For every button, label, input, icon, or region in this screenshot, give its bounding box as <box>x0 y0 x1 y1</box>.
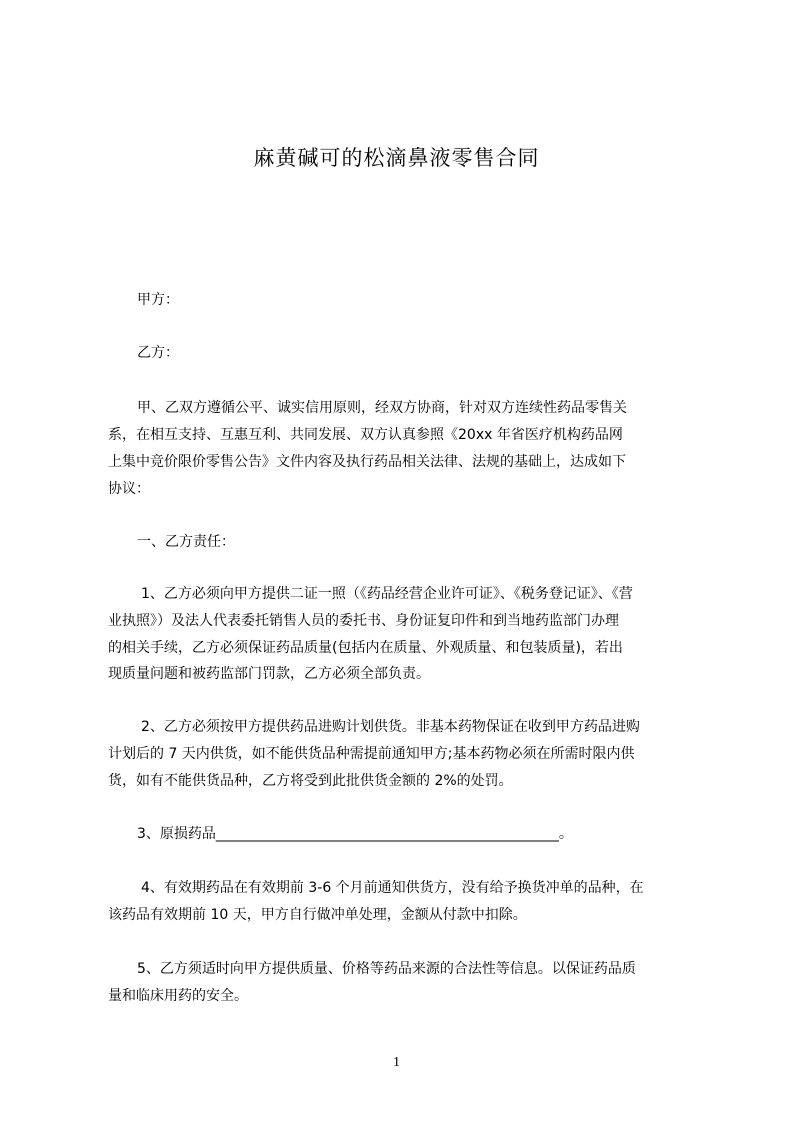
intro-line: 甲、乙双方遵循公平、诚实信用原则，经双方协商，针对双方连续性药品零售关 <box>137 400 627 416</box>
page-title: 麻黄碱可的松滴鼻液零售合同 <box>253 146 540 170</box>
clause-2-line: 2、乙方必须按甲方提供药品进购计划供货。非基本药物保证在收到甲方药品进购 <box>141 719 640 735</box>
intro-line: 协议： <box>108 481 150 497</box>
clause-3-line: 3、原损药品_________________________________________________。 <box>137 826 573 842</box>
intro-line: 上集中竞价限价零售公告》文件内容及执行药品相关法律、法规的基础上，达成如下 <box>108 454 626 470</box>
clause-4-line: 该药品有效期前 10 天，甲方自行做冲单处理，金额从付款中扣除。 <box>108 907 527 923</box>
clause-2-line: 货，如有不能供货品种，乙方将受到此批供货金额的 2%的处罚。 <box>108 773 513 789</box>
clause-1-line: 的相关手续，乙方必须保证药品质量(包括内在质量、外观质量、和包装质量)，若出 <box>108 640 623 656</box>
clause-1-line: 现质量问题和被药监部门罚款，乙方必须全部负责。 <box>108 666 430 682</box>
party-a-label: 甲方： <box>137 292 179 308</box>
page-number: 1 <box>393 1055 400 1070</box>
clause-1-line: 1、乙方必须向甲方提供二证一照（《药品经营企业许可证》、《税务登记证》、《营 <box>141 586 633 602</box>
clause-5-line: 5、乙方须适时向甲方提供质量、价格等药品来源的合法性等信息。以保证药品质 <box>137 961 636 977</box>
clause-1-line: 业执照》）及法人代表委托销售人员的委托书、身份证复印件和到当地药监部门办理 <box>108 613 619 629</box>
clause-2-line: 计划后的 7 天内供货，如不能供货品种需提前通知甲方;基本药物必须在所需时限内供 <box>108 746 635 762</box>
party-b-label: 乙方： <box>137 345 179 361</box>
clause-4-line: 4、有效期药品在有效期前 3-6 个月前通知供货方，没有给予换货冲单的品种，在 <box>141 880 644 896</box>
clause-5-line: 量和临床用药的安全。 <box>108 988 248 1004</box>
intro-line: 系，在相互支持、互惠互利、共同发展、双方认真参照《20xx 年省医疗机构药品网 <box>108 427 623 443</box>
section-heading: 一、乙方责任： <box>137 534 235 550</box>
